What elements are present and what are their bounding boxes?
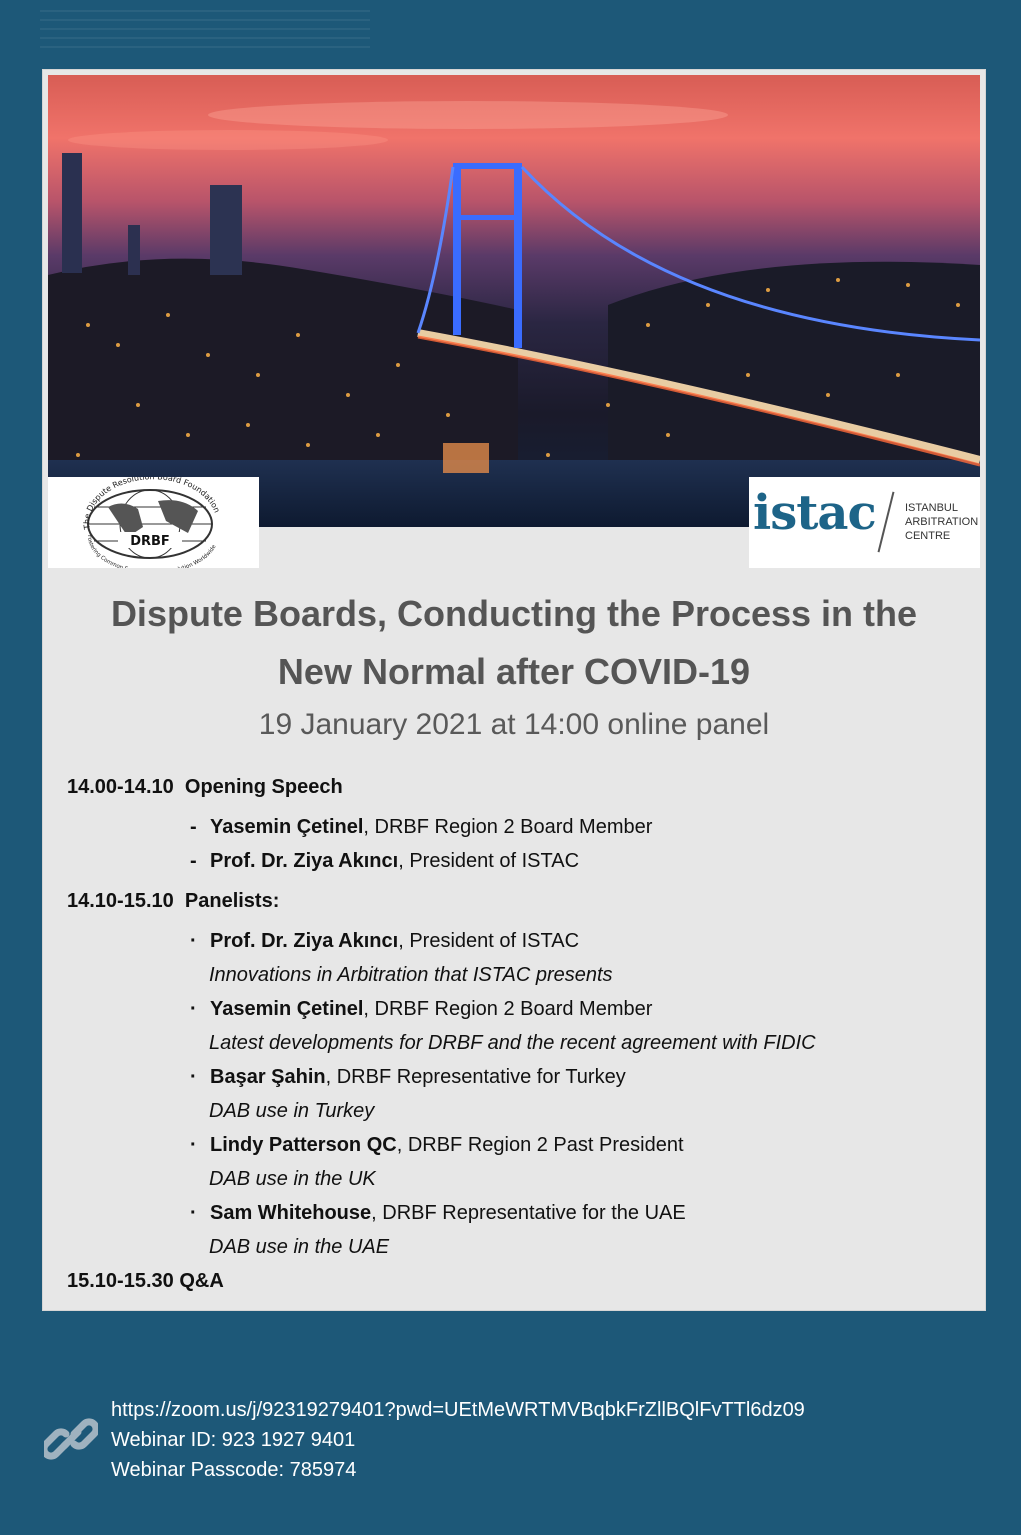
panelist-name: Yasemin Çetinel: [210, 998, 364, 1020]
istac-wordmark: istac: [753, 485, 876, 541]
istac-subtitle: ISTANBUL ARBITRATION CENTRE: [905, 502, 979, 542]
panelist-name: Lindy Patterson QC: [210, 1134, 397, 1156]
panel-label: Panelists:: [184, 890, 280, 912]
webinar-passcode: Webinar Passcode: 785974: [111, 1459, 357, 1481]
qa-header: 15.10-15.30 Q&A: [67, 1270, 224, 1292]
bullet: ·: [190, 1202, 197, 1224]
speaker-name: Yasemin Çetinel: [210, 816, 364, 838]
opening-speaker: [190, 816, 652, 839]
bullet: ·: [190, 1134, 197, 1156]
panelist-topic: DAB use in Turkey: [209, 1100, 375, 1122]
drbf-tagline: Fostering Common ion Worldwide: [85, 534, 218, 568]
speaker-name: Prof. Dr. Ziya Akıncı: [210, 850, 399, 872]
drbf-acronym: DRBF: [130, 534, 170, 549]
flyer-card: [43, 70, 985, 1310]
speaker-role: , President of ISTAC: [398, 850, 580, 872]
drbf-arc-text: The Dispute Resoluti oard Foundation: [82, 477, 222, 530]
istac-divider: [878, 492, 895, 553]
panelist-topic: DAB use in the UK: [209, 1168, 376, 1190]
panelist-item: [190, 1202, 686, 1225]
title-line-1: Dispute Boards, Conducting the Process in the: [110, 593, 918, 634]
panelist-item: [190, 998, 652, 1021]
panelist-name: Prof. Dr. Ziya Akıncı: [210, 930, 399, 952]
list-dash: -: [190, 850, 197, 872]
bullet: ·: [190, 998, 197, 1020]
panelist-item: [190, 1066, 626, 1089]
panelist-role: , DRBF Region 2 Past President: [396, 1134, 684, 1156]
drbf-logo: [48, 477, 259, 568]
panelist-item: [190, 1134, 684, 1157]
panelist-role: , DRBF Representative for Turkey: [325, 1066, 626, 1088]
background-texture: [40, 10, 370, 54]
panelist-item: [190, 930, 579, 953]
panelist-role: , President of ISTAC: [398, 930, 580, 952]
event-date: 19 January 2021 at 14:00 online panel: [258, 708, 770, 741]
panelist-topic: DAB use in the UAE: [209, 1236, 390, 1258]
panelist-name: Sam Whitehouse: [210, 1202, 372, 1224]
zoom-link[interactable]: https://zoom.us/j/92319279401?pwd=UEtMeWRTMVBqbkFrZllBQlFvTTl6dz09: [111, 1399, 805, 1421]
hero-image-bosphorus-bridge: [48, 75, 980, 527]
opening-time: 14.00-14.10: [67, 776, 174, 798]
istac-logo: [749, 477, 980, 568]
bullet: ·: [190, 1066, 197, 1088]
panelist-role: , DRBF Region 2 Board Member: [363, 998, 653, 1020]
webinar-id: Webinar ID: 923 1927 9401: [111, 1429, 356, 1451]
bullet: ·: [190, 930, 197, 952]
opening-speaker: [190, 850, 579, 873]
panelist-name: Başar Şahin: [210, 1066, 326, 1088]
speaker-role: , DRBF Region 2 Board Member: [363, 816, 653, 838]
panel-time: 14.10-15.10: [67, 890, 174, 912]
panelist-topic: Latest developments for DRBF and the recent agreement with FIDIC: [209, 1032, 816, 1054]
link-icon: [44, 1412, 98, 1471]
page-title: [43, 585, 985, 701]
title-line-2: New Normal after COVID-19: [277, 651, 751, 692]
panelist-topic: Innovations in Arbitration that ISTAC presents: [209, 964, 613, 986]
list-dash: -: [190, 816, 197, 838]
opening-header: [67, 776, 343, 799]
opening-label: Opening Speech: [184, 776, 343, 798]
bridge-illustration: [48, 75, 980, 527]
panel-header: [67, 890, 279, 913]
panelist-role: , DRBF Representative for the UAE: [371, 1202, 686, 1224]
